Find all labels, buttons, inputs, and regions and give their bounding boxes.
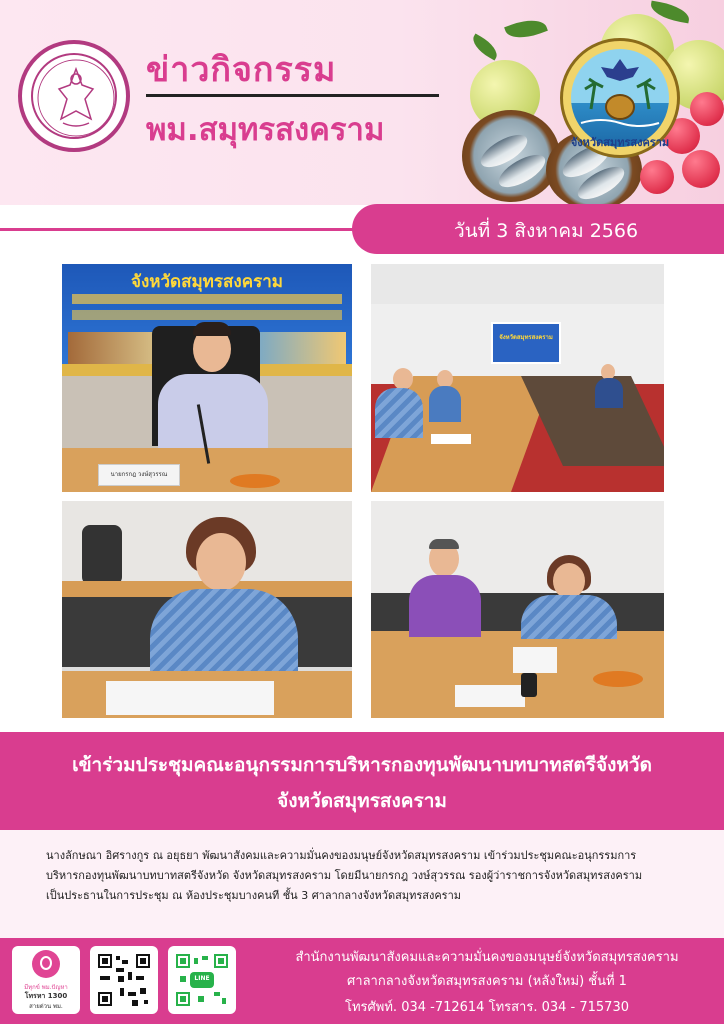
lychee-image [682, 150, 720, 188]
header-banner [0, 0, 724, 205]
lychee-image [690, 92, 724, 126]
title-divider [146, 94, 439, 97]
meeting-screen [491, 322, 561, 364]
screen-banner-title: จังหวัดสมุทรสงคราม [131, 272, 283, 292]
activity-date: วันที่ 3 สิงหาคม 2566 [454, 220, 639, 242]
person-face [553, 563, 585, 599]
footer-contact: โทรศัพท์. 034 -712614 โทรสาร. 034 - 715730 [345, 1000, 629, 1015]
document [431, 434, 471, 444]
qr-code-line[interactable] [168, 946, 236, 1014]
header-title-line1: ข่าวกิจกรรม [146, 50, 337, 90]
snack-tray [230, 474, 280, 488]
body-text [46, 846, 696, 906]
photo-meeting-room [371, 264, 664, 492]
date-divider [0, 228, 372, 231]
footer-office-name: สำนักงานพัฒนาสังคมและความมั่นคงของมนุษย์จังหวัดสมุทรสงคราม [295, 950, 679, 965]
body-line1: นางลักษณา อิศรางกูร ณ อยุธยา พัฒนาสังคมและความมั่นคงของมนุษย์จังหวัดสมุทรสงคราม เข้าร่วมประชุมคณะอนุกรรมการ [46, 849, 637, 862]
footer-address: ศาลากลางจังหวัดสมุทรสงคราม (หลังใหม่) ชั้นที่ 1 [347, 974, 627, 989]
office-chair [82, 525, 122, 585]
hotline-badge[interactable] [12, 946, 80, 1014]
leaf-image [504, 14, 548, 45]
hotline-text3: สายด่วน พม. [29, 1003, 63, 1010]
headline-line2: จังหวัดสมุทรสงคราม [277, 790, 447, 812]
photo-chairman [62, 264, 352, 492]
ministry-seal-logo [18, 40, 130, 152]
nameplate-text: นายกรกฎ วงษ์สุวรรณ [110, 471, 168, 478]
attendee [429, 386, 461, 422]
document [513, 647, 557, 673]
phone [521, 673, 537, 697]
snack-tray [593, 671, 643, 687]
line-label: LINE [194, 975, 210, 982]
qr-code-icon [96, 952, 152, 1008]
attendee [595, 378, 623, 408]
photo-meeting-table [371, 501, 664, 718]
hotline-text2: โทรหา 1300 [24, 992, 68, 1000]
body-line3: เป็นประธานในการประชุม ณ ห้องประชุมบางคนที ชั้น 3 ศาลากลางจังหวัดสมุทรสงคราม [46, 889, 462, 902]
province-seal-text: จังหวัดสมุทรสงคราม [570, 136, 670, 149]
document [455, 685, 525, 707]
headline-line1: เข้าร่วมประชุมคณะอนุกรรมการบริหารกองทุนพัฒนาบทบาทสตรีจังหวัด [72, 754, 652, 776]
header-title-line2: พม.สมุทรสงคราม [146, 112, 385, 148]
person-blouse [521, 595, 617, 639]
ministry-seal-icon [33, 55, 119, 141]
person-shirt [409, 575, 481, 637]
body-line2: บริหารกองทุนพัฒนาบทบาทสตรีจังหวัด จังหวัดสมุทรสงคราม โดยมีนายกรกฎ วงษ์สุวรรณ รองผู้ว่าราชการจังหวัดสมุทรสงคราม [46, 869, 643, 882]
lychee-image [640, 160, 674, 194]
person-face [196, 533, 246, 591]
attendee [375, 388, 423, 438]
photo-welfare-officer [62, 501, 352, 718]
person-shirt [158, 374, 268, 454]
qr-code-website[interactable] [90, 946, 158, 1014]
documents [106, 681, 274, 715]
leaf-image [469, 33, 502, 60]
screen-banner-title: จังหวัดสมุทรสงคราม [499, 334, 553, 341]
province-seal-logo [560, 38, 680, 158]
hotline-text1: มีทุกข์ พม.ปัญหา [24, 984, 68, 991]
